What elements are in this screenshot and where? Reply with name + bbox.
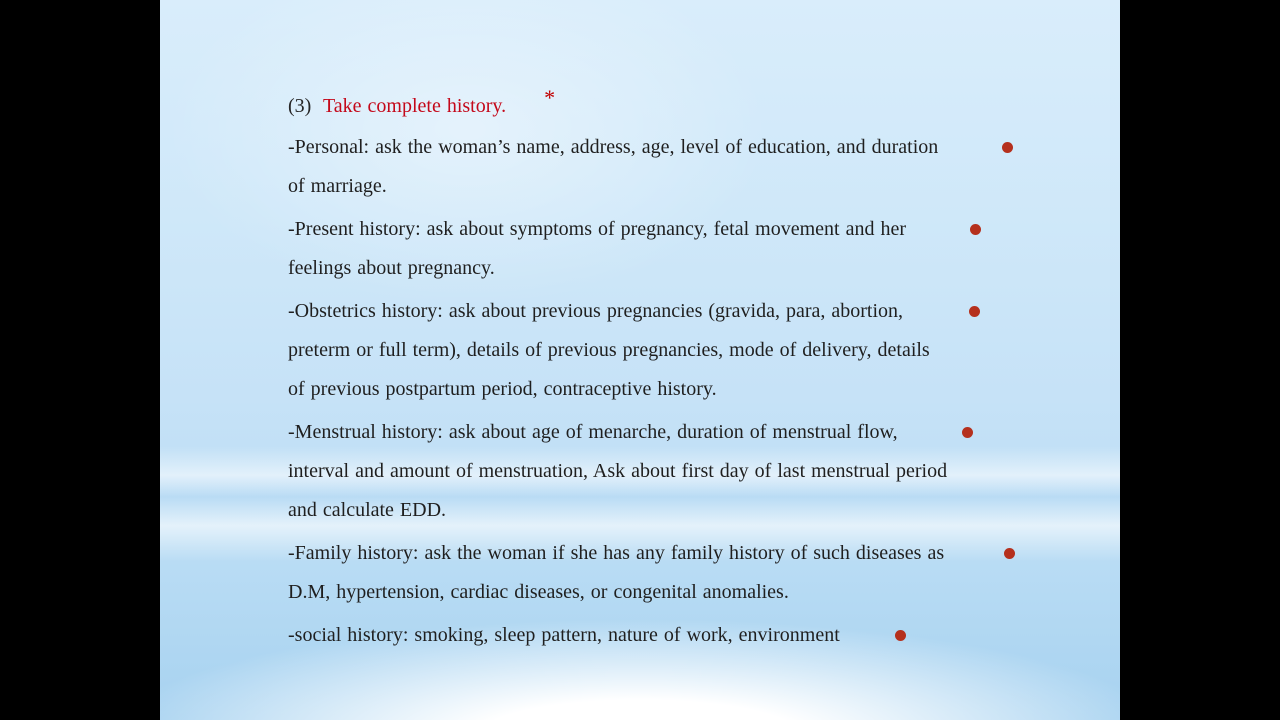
text-line: and calculate EDD. xyxy=(288,499,447,521)
red-dot-bullet-icon xyxy=(895,630,906,641)
text-line: -Obstetrics history: ask about previous pregnancies (gravida, para, abortion, xyxy=(288,300,904,322)
slide-text-block xyxy=(288,85,1028,659)
paragraph-personal-history xyxy=(288,128,1028,206)
red-dot-bullet-icon xyxy=(1002,142,1013,153)
text-line: -social history: smoking, sleep pattern, nature of work, environment xyxy=(288,624,840,646)
red-dot-bullet-icon xyxy=(969,306,980,317)
text-line: of previous postpartum period, contraceptive history. xyxy=(288,378,717,400)
asterisk-bullet-icon: * xyxy=(544,85,556,110)
text-line: interval and amount of menstruation, Ask about first day of last menstrual period xyxy=(288,460,948,482)
text-line: -Menstrual history: ask about age of menarche, duration of menstrual flow, xyxy=(288,421,898,443)
paragraph-family-history xyxy=(288,534,1028,612)
paragraph-present-history xyxy=(288,210,1028,288)
text-line: -Family history: ask the woman if she has any family history of such diseases as xyxy=(288,542,945,564)
title-text: Take complete history. xyxy=(322,95,507,117)
red-dot-bullet-icon xyxy=(962,427,973,438)
slide-title xyxy=(288,85,1028,124)
presentation-slide xyxy=(160,0,1120,720)
text-line: of marriage. xyxy=(288,175,387,197)
red-dot-bullet-icon xyxy=(970,224,981,235)
paragraph-menstrual-history xyxy=(288,413,1028,530)
text-line: -Present history: ask about symptoms of pregnancy, fetal movement and her xyxy=(288,218,906,240)
text-line: -Personal: ask the woman’s name, address, age, level of education, and duration xyxy=(288,136,939,158)
paragraph-social-history xyxy=(288,616,1028,655)
text-line: preterm or full term), details of previous pregnancies, mode of delivery, details xyxy=(288,339,930,361)
title-number: (3) xyxy=(288,95,312,117)
text-line: D.M, hypertension, cardiac diseases, or congenital anomalies. xyxy=(288,581,789,603)
paragraph-obstetrics-history xyxy=(288,292,1028,409)
red-dot-bullet-icon xyxy=(1004,548,1015,559)
text-line: feelings about pregnancy. xyxy=(288,257,495,279)
